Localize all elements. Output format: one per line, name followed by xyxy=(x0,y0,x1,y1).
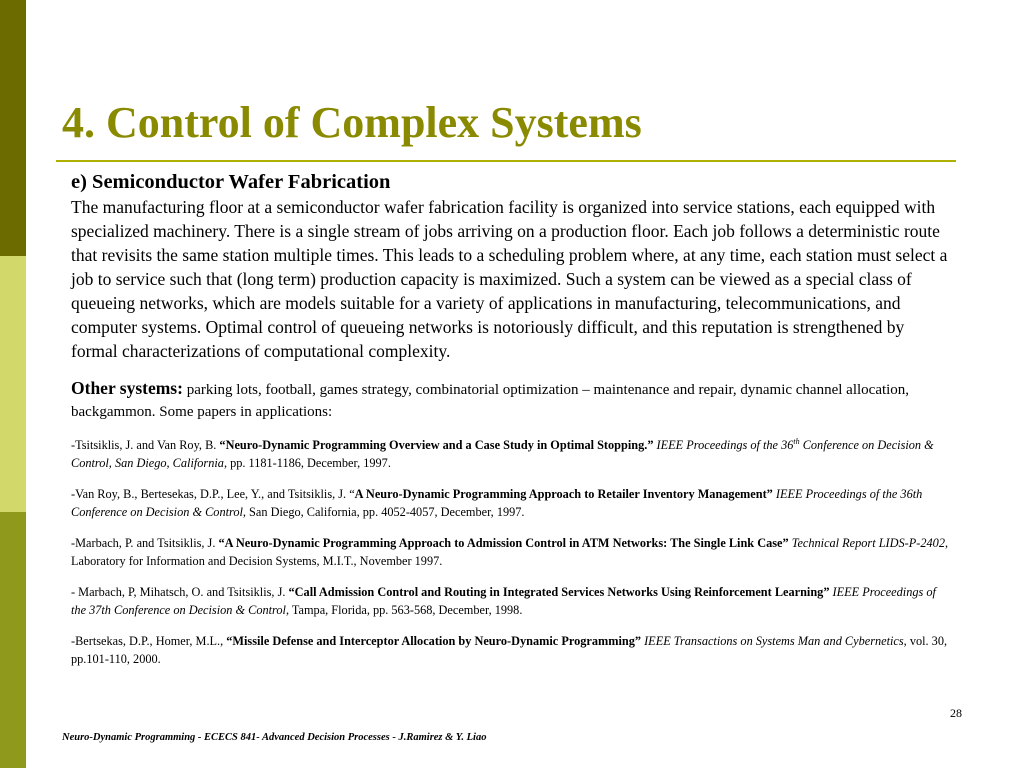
reference-venue-continued: Conference on Decision & Control, San Diego, California xyxy=(71,438,934,470)
side-bar-middle xyxy=(0,256,26,512)
reference-venue: IEEE Transactions on Systems Man and Cybernetics xyxy=(641,634,904,648)
reference-item xyxy=(71,437,951,472)
reference-item xyxy=(71,535,951,570)
reference-authors: - Marbach, P, Mihatsch, O. and Tsitsiklis, J. xyxy=(71,585,289,599)
reference-authors: -Tsitsiklis, J. and Van Roy, B. xyxy=(71,438,220,452)
reference-item xyxy=(71,584,951,619)
reference-details: , Tampa, Florida, pp. 563-568, December, 1998. xyxy=(285,602,523,617)
reference-authors: -Van Roy, B., Bertesekas, D.P., Lee, Y., and Tsitsiklis, J. “ xyxy=(71,487,355,501)
reference-venue: IEEE Proceedings of the 36 xyxy=(653,438,794,452)
reference-title: A Neuro-Dynamic Programming Approach to Retailer Inventory Management” xyxy=(354,487,773,501)
page-number: 28 xyxy=(950,706,962,720)
reference-details: , Laboratory for Information and Decision Systems, M.I.T., November 1997. xyxy=(71,536,949,568)
other-systems-colon: : xyxy=(177,378,183,398)
reference-venue: IEEE Proceedings of the 36th Conference on Decision & Control xyxy=(71,487,923,519)
reference-item xyxy=(71,486,951,521)
slide-content xyxy=(71,169,951,668)
reference-item xyxy=(71,633,951,668)
other-systems-label: Other systems xyxy=(71,378,178,398)
body-paragraph: The manufacturing floor at a semiconductor wafer fabrication facility is organized into service stations, each equipped with specialized machinery. There is a single stream of jobs arriving on a production floor. Each job follows a deterministic route that revisits the same station multiple times. This leads to a scheduling problem where, at any time, each station must select a job to service such that (long term) production capacity is maximized. Such a system can be viewed as a special class of queueing networks, which are models suitable for a variety of applications in manufacturing, telecommunications, and computer systems. Optimal control of queueing networks is notoriously difficult, and this reputation is strengthened by formal characterizations of computational complexity. xyxy=(71,197,948,361)
reference-details: , pp. 1181-1186, December, 1997. xyxy=(223,455,391,470)
section-heading: e) Semiconductor Wafer Fabrication xyxy=(71,171,391,193)
other-systems xyxy=(71,377,951,423)
reference-details: , San Diego, California, pp. 4052-4057, December, 1997. xyxy=(242,504,525,519)
reference-venue-superscript: th xyxy=(793,436,800,446)
other-systems-text: parking lots, football, games strategy, combinatorial optimization – maintenance and repair, dynamic channel allocation, backgammon. Some papers in applications: xyxy=(71,382,910,420)
footer-text: Neuro-Dynamic Programming - ECECS 841- Advanced Decision Processes - J.Ramirez & Y. Liao xyxy=(62,732,487,743)
reference-title: “A Neuro-Dynamic Programming Approach to Admission Control in ATM Networks: The Single Link Case” xyxy=(218,536,789,550)
reference-venue: IEEE Proceedings of the 37th Conference on Decision & Control xyxy=(71,585,936,617)
reference-authors: -Marbach, P. and Tsitsiklis, J. xyxy=(71,536,219,550)
reference-authors: -Bertsekas, D.P., Homer, M.L., xyxy=(71,634,227,648)
reference-title: “Missile Defense and Interceptor Allocation by Neuro-Dynamic Programming” xyxy=(226,634,642,648)
side-bar-bottom xyxy=(0,512,26,768)
reference-title: “Neuro-Dynamic Programming Overview and a Case Study in Optimal Stopping.” xyxy=(219,438,654,452)
reference-details: , vol. 30, pp.101-110, 2000. xyxy=(71,634,948,666)
reference-venue: Technical Report LIDS-P-2402 xyxy=(788,536,945,550)
title-divider xyxy=(56,160,956,162)
side-bar-top xyxy=(0,0,26,256)
reference-title: “Call Admission Control and Routing in Integrated Services Networks Using Reinforcement Learning” xyxy=(288,585,830,599)
slide-title: 4. Control of Complex Systems xyxy=(62,98,642,147)
